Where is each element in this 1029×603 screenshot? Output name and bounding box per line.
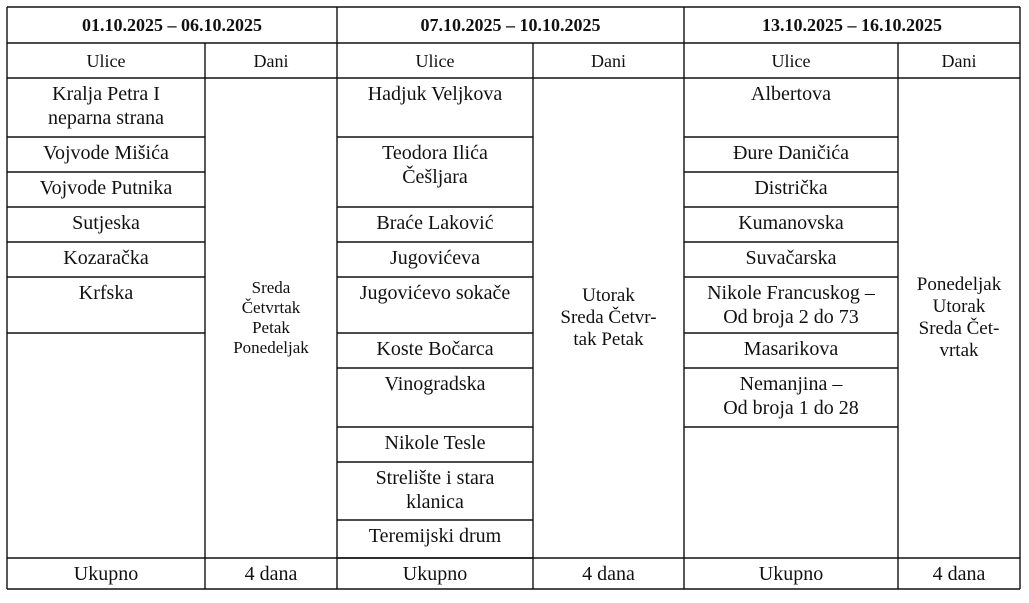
total-value: 4 dana [582, 562, 635, 585]
street-cell: Teremijski drum [368, 525, 502, 547]
street-cell: Masarikova [743, 338, 839, 360]
period-header: 01.10.2025 – 06.10.2025 [82, 15, 262, 35]
street-cell: Jugovićevo sokače [359, 282, 511, 304]
street-cell: Vojvode Mišića [43, 142, 169, 164]
total-label: Ukupno [758, 562, 824, 585]
column-header-streets: Ulice [771, 50, 811, 71]
days-cell: Utorak Sreda Četvr- tak Petak [560, 285, 657, 350]
total-label: Ukupno [73, 562, 139, 585]
street-cell: Koste Bočarca [376, 338, 494, 360]
street-cell: Sutjeska [72, 212, 140, 234]
days-cell: Sreda Četvrtak Petak Ponedeljak [233, 278, 309, 357]
street-cell: Kralja Petra I neparna strana [47, 83, 165, 129]
street-cell: Strelište i stara klanica [375, 467, 495, 513]
total-value: 4 dana [244, 562, 298, 585]
street-cell: Distrička [754, 177, 828, 199]
days-cell: Ponedeljak Utorak Sreda Čet- vrtak [916, 274, 1002, 361]
total-value: 4 dana [932, 562, 986, 585]
street-cell: Krfska [78, 282, 134, 304]
period-header: 13.10.2025 – 16.10.2025 [762, 15, 942, 35]
street-cell: Kozaračka [63, 247, 149, 269]
street-cell: Hadjuk Veljkova [367, 83, 503, 105]
street-cell: Nikole Tesle [384, 432, 486, 454]
street-cell: Teodora Ilića Češljara [382, 142, 488, 188]
column-header-days: Dani [941, 50, 977, 71]
street-cell: Đure Daničića [732, 142, 850, 164]
total-label: Ukupno [402, 562, 468, 585]
street-cell: Nikole Francuskog – Od broja 2 do 73 [707, 282, 875, 328]
column-header-days: Dani [591, 50, 626, 71]
street-cell: Suvačarska [745, 247, 837, 269]
street-cell: Braće Laković [376, 212, 494, 234]
street-cell: Jugovićeva [390, 247, 480, 269]
street-cell: Vinogradska [384, 373, 486, 395]
street-cell: Kumanovska [738, 212, 844, 234]
column-header-streets: Ulice [415, 50, 455, 71]
street-cell: Nemanjina – Od broja 1 do 28 [723, 373, 859, 419]
street-cell: Albertova [751, 83, 831, 105]
street-cell: Vojvode Putnika [39, 177, 173, 199]
column-header-streets: Ulice [86, 50, 126, 71]
period-header: 07.10.2025 – 10.10.2025 [420, 15, 601, 35]
column-header-days: Dani [253, 50, 289, 71]
